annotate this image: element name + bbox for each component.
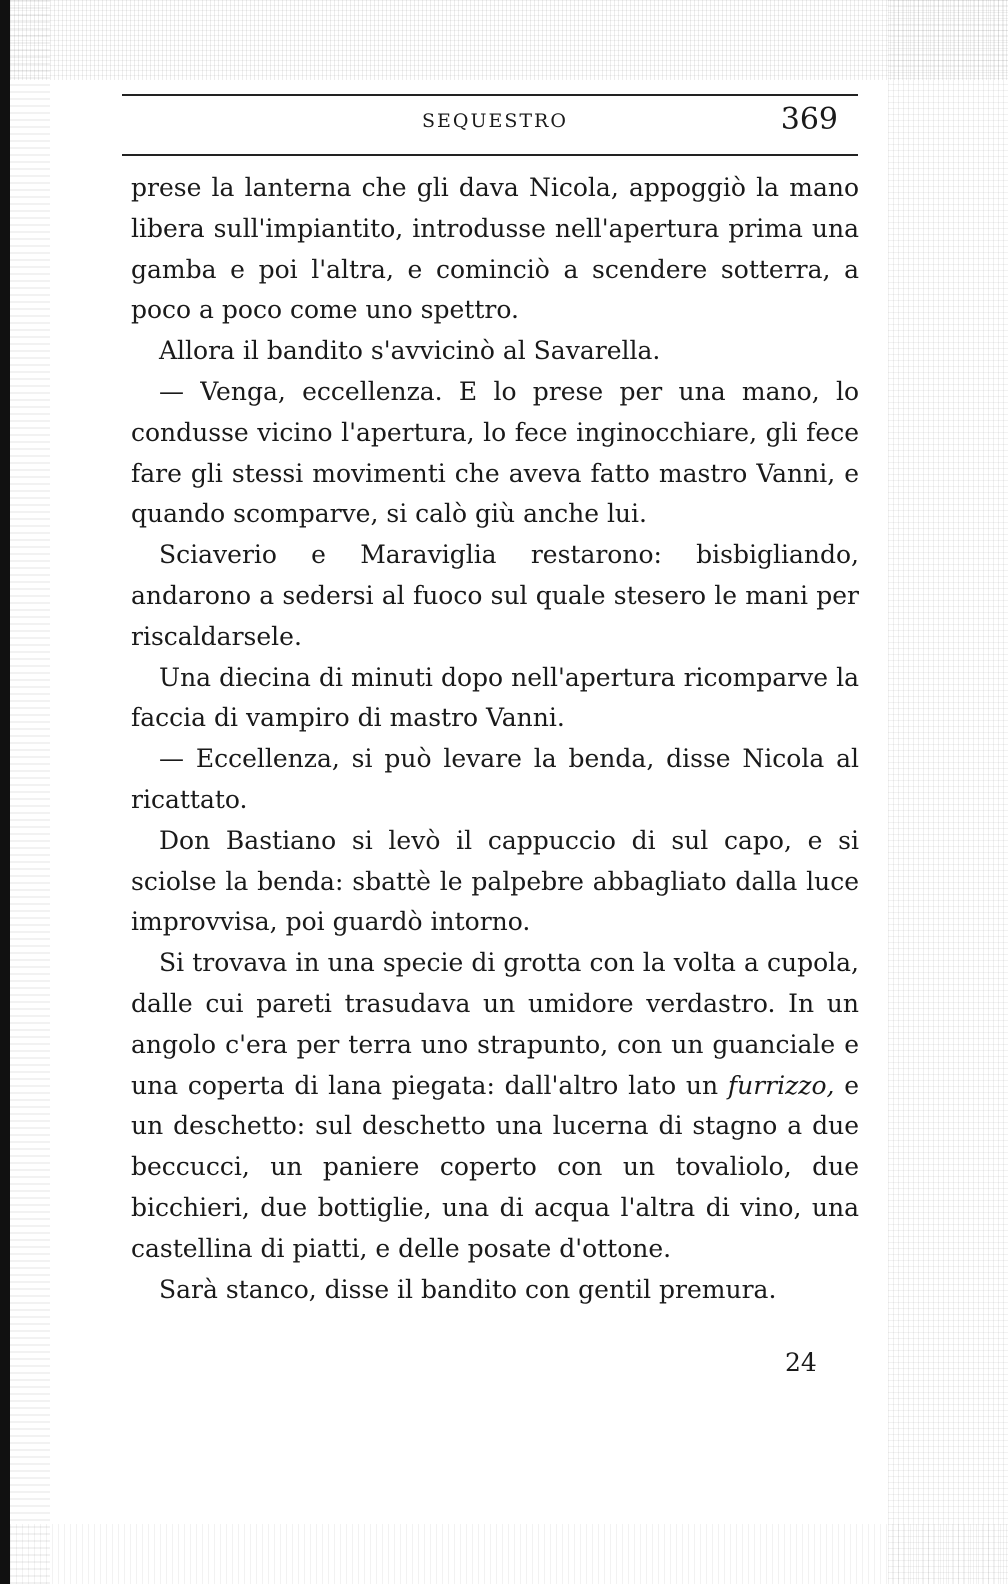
paragraph: Don Bastiano si levò il cappuccio di sul capo, e si sciolse la benda: sbattè le palpebre abbagliato dalla luce improvvisa, poi guardò intorno. <box>131 825 859 937</box>
paragraph-text: e un deschetto: sul deschetto una lucerna di stagno a due beccucci, un paniere coperto con un tovaliolo, due bicchieri, due bottiglie, una di acqua l'altra di vino, una castellina di piatti, e delle posate d'ottone. <box>131 1070 859 1263</box>
scan-noise-right <box>888 0 1008 1584</box>
paragraph: Allora il bandito s'avvicinò al Savarella. <box>159 336 661 366</box>
paragraph: Una diecina di minuti dopo nell'apertura ricomparve la faccia di vampiro di mastro Vanni. <box>131 662 859 733</box>
paragraph: Sciaverio e Maraviglia restarono: bisbigliando, andarono a sedersi al fuoco sul quale stesero le mani per riscaldarsele. <box>131 540 859 651</box>
paragraph-text: Si trovava in una specie di grotta con la volta a cupola, dalle cui pareti trasudava un umidore verdastro. In un angolo c'era per terra uno strapunto, con un guanciale e una coperta di lana piegata: dall'altro lato un <box>131 948 859 1100</box>
scan-noise-bottom <box>10 1524 1008 1584</box>
paragraph: Sarà stanco, disse il bandito con gentil premura. <box>159 1274 777 1304</box>
page-header <box>122 94 858 156</box>
paragraph: — Venga, eccellenza. E lo prese per una mano, lo condusse vicino l'apertura, lo fece inginocchiare, gli fece fare gli stessi movimenti che aveva fatto mastro Vanni, e quando scomparve, si calò giù anche lui. <box>131 376 859 529</box>
running-title: SEQUESTRO <box>422 110 568 132</box>
signature-mark: 24 <box>785 1348 817 1377</box>
paragraph: — Eccellenza, si può levare la benda, disse Nicola al ricattato. <box>131 744 859 814</box>
scan-noise-top <box>10 0 1008 80</box>
paragraph: prese la lanterna che gli dava Nicola, appoggiò la mano libera sull'impiantito, introdusse nell'apertura prima una gamba e poi l'altra, e cominciò a scendere sotterra, a poco a poco come uno spettro. <box>131 173 859 325</box>
scan-shadow-left <box>10 0 50 1584</box>
page-binding-edge <box>0 0 10 1584</box>
italic-term: furrizzo, <box>727 1070 835 1100</box>
page-number: 369 <box>780 102 838 137</box>
body-text <box>131 168 859 1310</box>
paragraph <box>131 943 859 1269</box>
